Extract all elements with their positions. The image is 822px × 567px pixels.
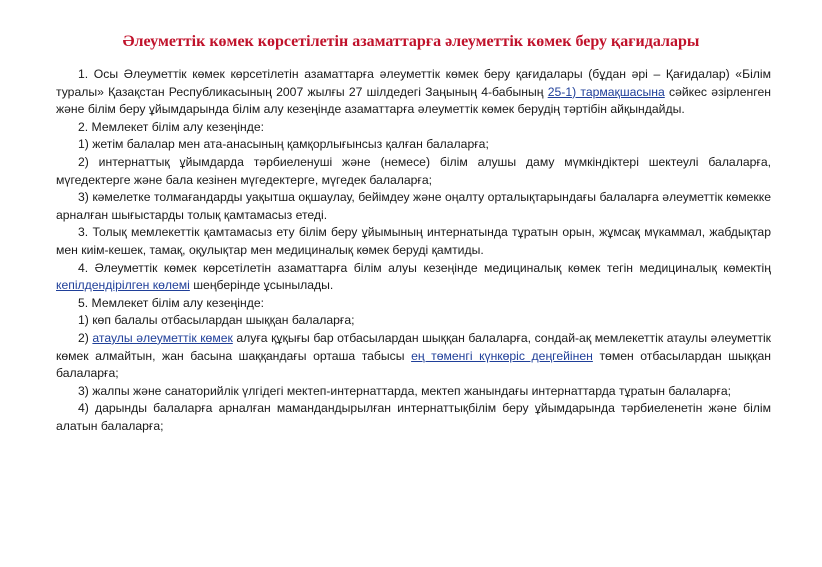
- document-body: [56, 66, 771, 435]
- link-subparagraph-25-1[interactable]: 25-1) тармақшасына: [547, 84, 665, 99]
- paragraph-clause-5: 5. Мемлекет білім алу кезеңінде:: [78, 295, 264, 310]
- paragraph-item: [56, 330, 771, 383]
- paragraph-text: 1. Осы Әлеуметтік көмек көрсетілетін азаматтарға әлеуметтік көмек беру қағидалары (бұдан әрі – Қағидалар) «Білім туралы» Қазақстан Республикасының 2007 жылғы 27 шілдедегі Заңының 4-бабының: [56, 67, 771, 99]
- paragraph-clause-1: [56, 66, 771, 119]
- link-guaranteed-volume[interactable]: кепілдендірілген көлемі: [56, 278, 190, 293]
- link-subsistence-minimum[interactable]: ең төменгі күнкөріс деңгейінен: [411, 348, 593, 363]
- paragraph-text: алуға құқығы бар отбасылардан шыққан балаларға, сондай-ақ мемлекеттік атаулы әлеуметтік көмек алмайтын, жан басына шаққандағы орташа табысы: [56, 330, 771, 363]
- paragraph-text: шеңберінде ұсынылады.: [189, 278, 334, 293]
- link-targeted-social-assistance[interactable]: атаулы әлеуметтік көмек: [92, 330, 233, 345]
- paragraph-clause-2: 2. Мемлекет білім алу кезеңінде:: [78, 119, 264, 134]
- document-title: Әлеуметтік көмек көрсетілетін азаматтарға әлеуметтік көмек беру қағидалары: [122, 33, 700, 50]
- paragraph-item: 2) интернаттық ұйымдарда тәрбиеленуші және (немесе) білім алушы даму мүмкіндіктері шектеулі балаларға, мүгедектерге және бала кезінен мүгедектерге, мүгедек балаларға;: [56, 154, 771, 187]
- paragraph-item: 1) жетім балалар мен ата-анасының қамқорлығынсыз қалған балаларға;: [78, 137, 489, 152]
- paragraph-item: 4) дарынды балаларға арналған мамандандырылған интернаттықбілім беру ұйымдарында тәрбиеленетін және білім алатын балаларға;: [56, 401, 771, 433]
- paragraph-clause-3: 3. Толық мемлекеттік қамтамасыз ету білім беру ұйымының интернатында тұратын орын, жұмсақ мүкаммал, жабдықтар мен киім-кешек, тамақ, оқулықтар мен медициналық көмек беруді қамтиды.: [56, 225, 771, 257]
- paragraph-text: сәйкес әзірленген және білім беру ұйымдарында білім алу кезеңінде азаматтарға әлеуметтік көмек берудің тәртібін айқындайды.: [56, 84, 771, 117]
- paragraph-text: 2): [78, 330, 93, 345]
- paragraph-item: 1) көп балалы отбасылардан шыққан балаларға;: [78, 313, 355, 328]
- paragraph-item: 3) жалпы және санаторийлік үлгідегі мектеп-интернаттарда, мектеп жанындағы интернаттарда тұратын балаларға;: [78, 383, 732, 398]
- paragraph-text: төмен отбасылардан шыққан балаларға;: [56, 348, 771, 381]
- paragraph-text: 4. Әлеуметтік көмек көрсетілетін азаматтарға білім алуы кезеңінде медициналық көмек тегін медициналық көмектің: [78, 260, 771, 275]
- paragraph-item: 3) кәмелетке толмағандарды уақытша оқшаулау, бейімдеу және оңалту орталықтарындағы балаларға әлеуметтік көмекке арналған шығыстарды толық қамтамасыз етеді.: [56, 190, 771, 222]
- paragraph-clause-4: [56, 260, 771, 295]
